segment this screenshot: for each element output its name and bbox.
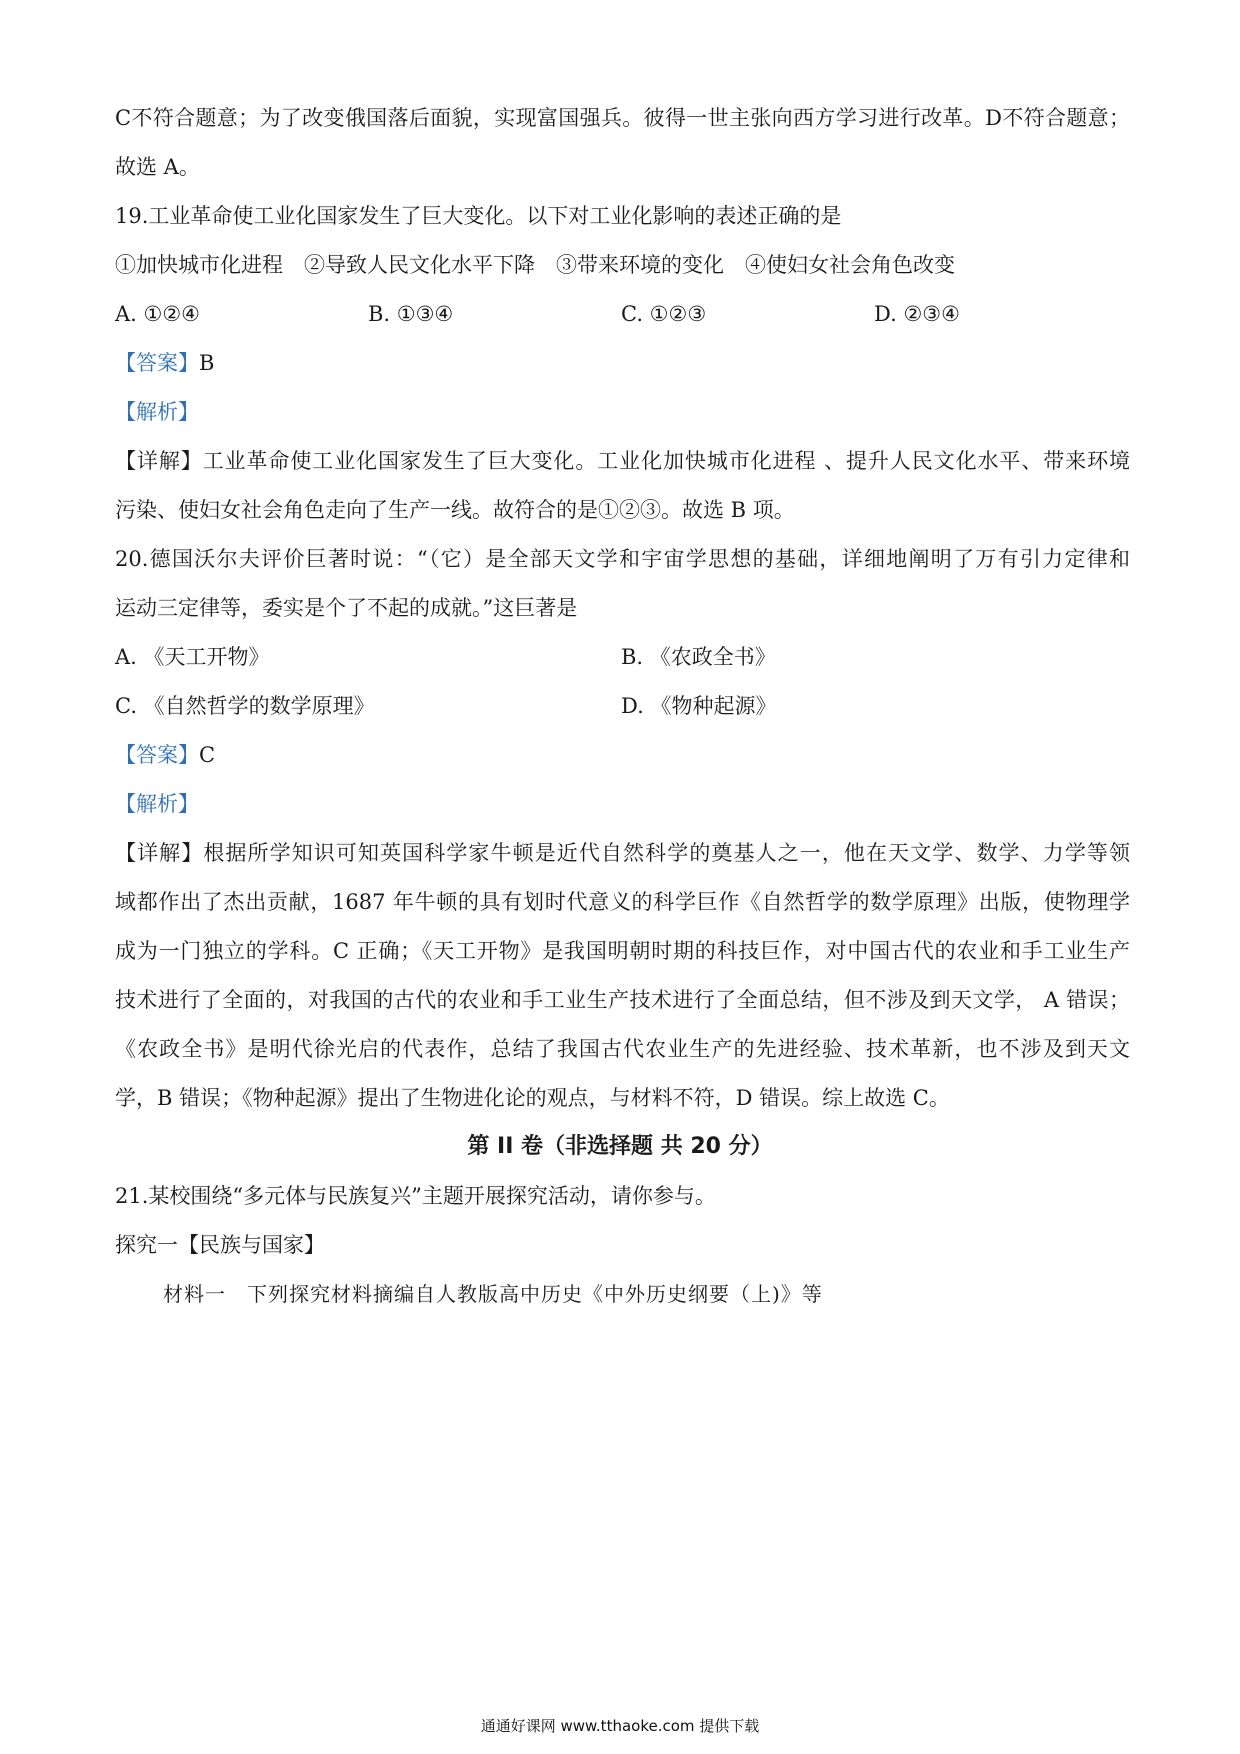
q19-option-a: A. ①②④ bbox=[115, 302, 200, 326]
q19-option-c: C. ①②③ bbox=[621, 302, 707, 326]
q19-analysis-tag: 【解析】 bbox=[115, 400, 199, 424]
q20-detail-line-2: 域都作出了杰出贡献，1687 年牛顿的具有划时代意义的科学巨作《自然哲学的数学原理》出版，使物理学 bbox=[115, 890, 1130, 914]
q19-analysis bbox=[115, 397, 1130, 427]
q20-detail-text-1: 根据所学知识可知英国科学家牛顿是近代自然科学的奠基人之一，他在天文学、数学、力学等领 bbox=[203, 841, 1130, 865]
q20-answer bbox=[115, 740, 1130, 770]
q20-analysis-tag: 【解析】 bbox=[115, 792, 199, 816]
q19-detail-line-2: 污染、使妇女社会角色走向了生产一线。故符合的是①②③。故选 B 项。 bbox=[115, 498, 795, 522]
continuation-line-2: 故选 A。 bbox=[115, 155, 200, 179]
q20-detail-line-4: 技术进行了全面的，对我国的古代的农业和手工业生产技术进行了全面总结，但不涉及到天文学， A 错误； bbox=[115, 988, 1130, 1012]
section-ii-title: 第 II 卷（非选择题 共 20 分） bbox=[467, 1134, 773, 1159]
q20-option-a: A. 《天工开物》 bbox=[115, 645, 270, 669]
continuation-line-1: C不符合题意；为了改变俄国落后面貌，实现富国强兵。彼得一世主张向西方学习进行改革。D不符合题意； bbox=[115, 106, 1130, 130]
q20-detail-line-1 bbox=[115, 838, 1130, 868]
page-footer: 通通好课网 www.tthaoke.com 提供下载 bbox=[480, 1717, 760, 1735]
q19-items: ①加快城市化进程 ②导致人民文化水平下降 ③带来环境的变化 ④使妇女社会角色改变 bbox=[115, 253, 955, 277]
q20-stem-line-2: 运动三定律等，委实是个了不起的成就。”这巨著是 bbox=[115, 596, 578, 620]
q20-detail-line-3: 成为一门独立的学科。C 正确；《天工开物》是我国明朝时期的科技巨作，对中国古代的农业和手工业生产 bbox=[115, 939, 1130, 963]
q20-analysis bbox=[115, 789, 1130, 819]
q21-material-1: 材料一 下列探究材料摘编自人教版高中历史《中外历史纲要（上)》等 bbox=[163, 1282, 823, 1306]
q19-answer bbox=[115, 348, 1130, 378]
q19-option-b: B. ①③④ bbox=[368, 302, 454, 326]
q19-answer-tag: 【答案】 bbox=[115, 351, 199, 375]
q20-answer-value: C bbox=[199, 743, 216, 767]
q20-detail-tag: 【详解】 bbox=[115, 841, 204, 865]
q19-detail-tag: 【详解】 bbox=[115, 449, 203, 473]
q19-detail-line-1 bbox=[115, 446, 1130, 476]
q19-option-d: D. ②③④ bbox=[874, 302, 960, 326]
q19-detail-text-1: 工业革命使工业化国家发生了巨大变化。工业化加快城市化进程 、提升人民文化水平、带来环境 bbox=[202, 449, 1131, 473]
q20-detail-line-6: 学，B 错误；《物种起源》提出了生物进化论的观点，与材料不符，D 错误。综上故选 C。 bbox=[115, 1086, 950, 1110]
q20-option-b: B. 《农政全书》 bbox=[621, 645, 776, 669]
q20-detail-line-5: 《农政全书》是明代徐光启的代表作，总结了我国古代农业生产的先进经验、技术革新，也不涉及到天文 bbox=[115, 1037, 1130, 1061]
q20-option-c: C. 《自然哲学的数学原理》 bbox=[115, 694, 375, 718]
q19-answer-value: B bbox=[199, 351, 215, 375]
q19-stem: 19.工业革命使工业化国家发生了巨大变化。以下对工业化影响的表述正确的是 bbox=[115, 204, 842, 228]
q20-option-d: D. 《物种起源》 bbox=[621, 694, 777, 718]
q21-stem: 21.某校围绕“多元体与民族复兴”主题开展探究活动，请你参与。 bbox=[115, 1184, 716, 1208]
q21-inquiry-1: 探究一【民族与国家】 bbox=[115, 1233, 325, 1257]
q20-answer-tag: 【答案】 bbox=[115, 743, 199, 767]
q20-stem-line-1: 20.德国沃尔夫评价巨著时说：“（它）是全部天文学和宇宙学思想的基础，详细地阐明了万有引力定律和 bbox=[115, 547, 1130, 571]
